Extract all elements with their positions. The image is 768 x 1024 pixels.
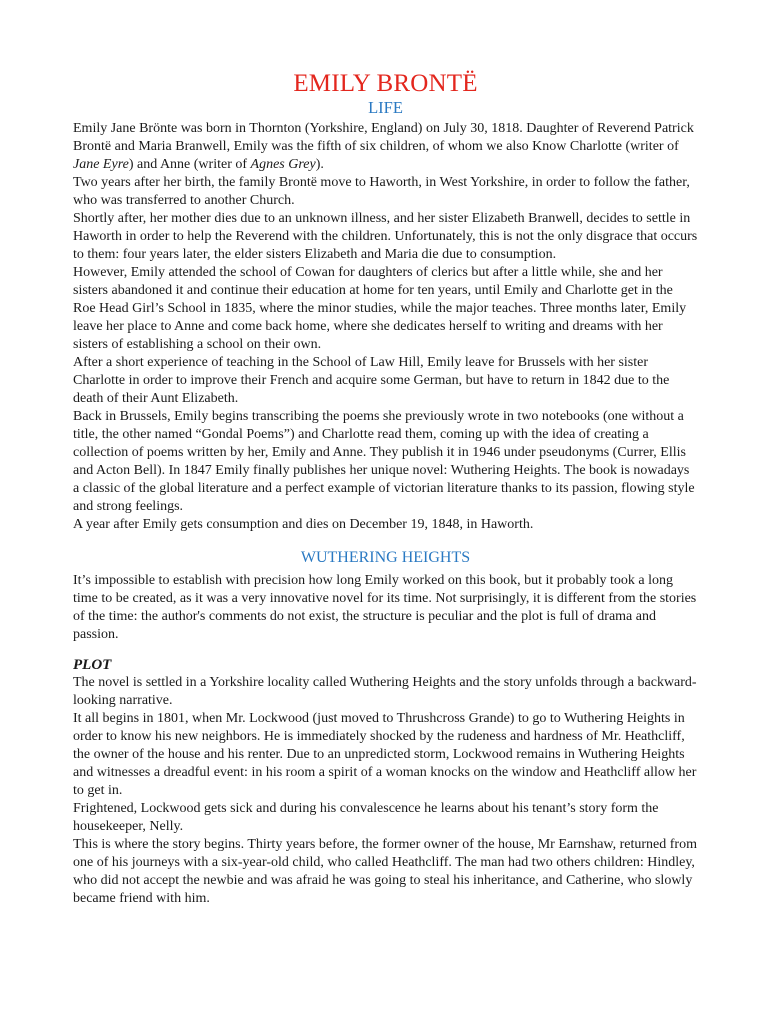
- section-heading-wuthering-heights: WUTHERING HEIGHTS: [300, 549, 471, 566]
- plot-paragraph-3: Frightened, Lockwood gets sick and during his convalescence he learns about his tenant’s story form the housekeeper, Nelly.: [73, 801, 659, 834]
- life-paragraph-6: Back in Brussels, Emily begins transcribing the poems she previously wrote in two notebooks (one without a title, the other named “Gondal Poems”) and Charlotte read them, coming up with the idea of creating a collection of poems written by her, Emily and Anne. They publish it in 1946 under pseudonyms (Currer, Ellis and Acton Bell). In 1847 Emily finally publishes her unique novel: Wuthering Heights. The book is nowadays a classic of the global literature and a perfect example of victorian literature thanks to its passion, flowing style and strong feelings.: [73, 409, 695, 514]
- life-paragraph-1: [73, 120, 698, 174]
- life-paragraph-5: After a short experience of teaching in the School of Law Hill, Emily leave for Brussels with her sister Charlotte in order to improve their French and acquire some German, but have to return in 1842 due to the death of their Aunt Elizabeth.: [73, 355, 670, 406]
- title-agnes-grey: Agnes Grey: [250, 157, 316, 172]
- plot-paragraph-2: It all begins in 1801, when Mr. Lockwood (just moved to Thrushcross Grande) to go to Wuthering Heights in order to know his new neighbors. He is immediately shocked by the rudeness and hardness of Mr. Heathcliff, the owner of the house and his renter. Due to an unpredicted storm, Lockwood remains in Wuthering Heights and witnesses a dreadful event: in his room a spirit of a woman knocks on the window and Heathcliff allow her to get in.: [73, 711, 697, 798]
- section-heading-plot: PLOT: [73, 657, 112, 673]
- life-paragraph-4: However, Emily attended the school of Cowan for daughters of clerics but after a little while, she and her sisters abandoned it and continue their education at home for ten years, until Emily and Charlotte get in the Roe Head Girl’s School in 1835, where the minor studies, while the major teaches. Three months later, Emily leave her place to Anne and come back home, where she dedicates herself to writing and dreams with her sisters of establishing a school on their own.: [73, 265, 687, 352]
- plot-paragraph-1: The novel is settled in a Yorkshire locality called Wuthering Heights and the story unfolds through a backward-looking narrative.: [73, 675, 697, 708]
- life-paragraph-1-text-a: Emily Jane Brönte was born in Thornton (Yorkshire, England) on July 30, 1818. Daughter of Reverend Patrick Brontë and Maria Branwell, Emily was the fifth of six children, of whom we also Know Charlotte (writer of: [73, 121, 694, 154]
- life-paragraph-1-text-c: ) and Anne (writer of: [128, 157, 251, 172]
- life-paragraph-7: A year after Emily gets consumption and dies on December 19, 1848, in Haworth.: [73, 517, 534, 532]
- life-paragraph-3: Shortly after, her mother dies due to an unknown illness, and her sister Elizabeth Branwell, decides to settle in Haworth in order to help the Reverend with the children. Unfortunately, this is not the only disgrace that occurs to them: four years later, the elder sisters Elizabeth and Maria die due to consumption.: [73, 211, 698, 262]
- wuthering-intro-paragraph: It’s impossible to establish with precision how long Emily worked on this book, but it probably took a long time to be created, as it was a very innovative novel for its time. Not surprisingly, it is different from the stories of the time: the author's comments do not exist, the structure is peculiar and the plot is full of drama and passion.: [73, 573, 697, 642]
- section-heading-life: LIFE: [368, 98, 403, 117]
- plot-paragraph-4: This is where the story begins. Thirty years before, the former owner of the house, Mr Earnshaw, returned from one of his journeys with a six-year-old child, who called Heathcliff. The man had two others children: Hindley, who did not accept the newbie and was afraid he was going to steal his inheritance, and Catherine, who slowly became friend with him.: [73, 837, 697, 906]
- life-paragraph-2: Two years after her birth, the family Brontë move to Haworth, in West Yorkshire, in order to follow the father, who was transferred to another Church.: [73, 175, 690, 208]
- document-title: EMILY BRONTË: [293, 70, 478, 97]
- title-jane-eyre: Jane Eyre: [73, 157, 129, 172]
- life-paragraph-1-text-e: ).: [315, 157, 324, 172]
